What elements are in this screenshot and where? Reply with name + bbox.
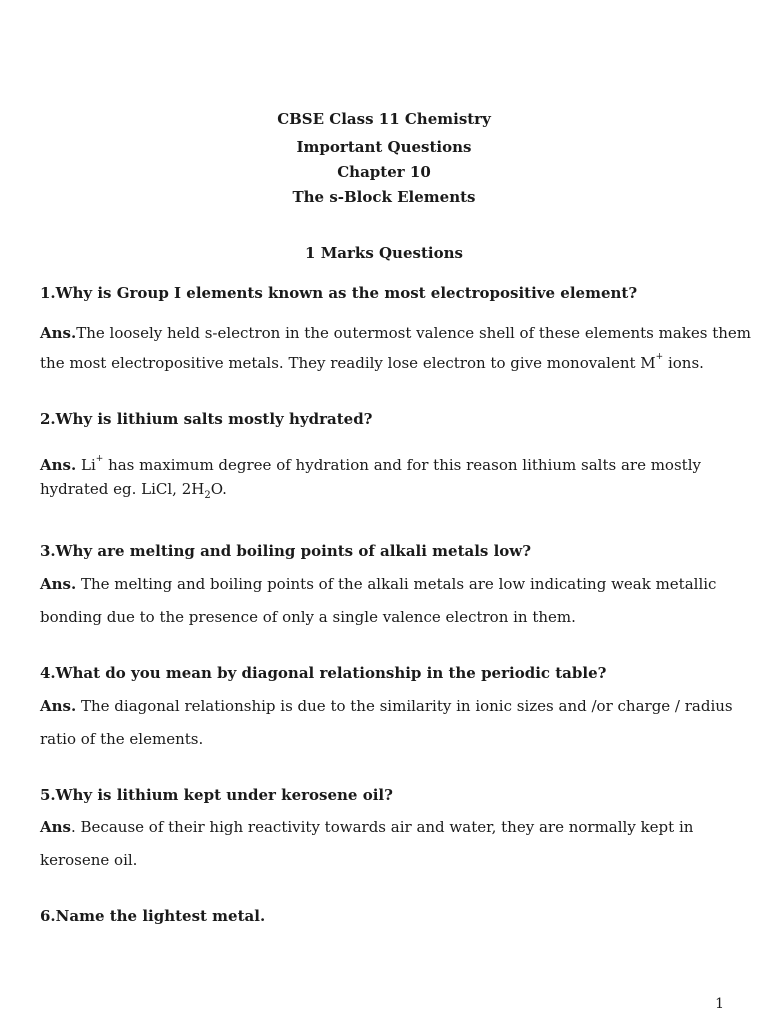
- answer-label: Ans.: [40, 456, 77, 474]
- answer-text: hydrated eg. LiCl, 2H: [40, 480, 205, 498]
- answer-5-line-2: kerosene oil.: [40, 851, 138, 869]
- question-3: 3.Why are melting and boiling points of alkali metals low?: [40, 542, 531, 560]
- answer-text: The melting and boiling points of the alkali metals are low indicating weak metallic: [76, 575, 717, 593]
- answer-3-line-2: bonding due to the presence of only a single valence electron in them.: [40, 608, 576, 626]
- doc-title: CBSE Class 11 Chemistry: [277, 110, 491, 128]
- answer-text: The diagonal relationship is due to the similarity in ionic sizes and /or charge / radius: [76, 697, 733, 715]
- answer-label: Ans.: [40, 324, 77, 342]
- answer-text: Li: [76, 456, 96, 474]
- answer-text: has maximum degree of hydration and for this reason lithium salts are mostly: [103, 456, 701, 474]
- answer-text: . Because of their high reactivity towards air and water, they are normally kept in: [71, 818, 694, 836]
- section-title: 1 Marks Questions: [305, 244, 463, 262]
- answer-label: Ans: [40, 818, 71, 836]
- subscript: 2: [204, 490, 211, 501]
- answer-4-line-1: [40, 697, 733, 715]
- page-number: 1: [715, 996, 724, 1012]
- question-6: 6.Name the lightest metal.: [40, 907, 266, 925]
- answer-label: Ans.: [40, 697, 77, 715]
- answer-3-line-1: [40, 575, 716, 593]
- answer-text: O.: [210, 480, 227, 498]
- answer-1-line-1: [40, 324, 751, 342]
- chapter-title: The s-Block Elements: [292, 188, 476, 206]
- answer-5-line-1: [40, 818, 693, 836]
- superscript: +: [95, 454, 104, 464]
- answer-label: Ans.: [40, 575, 77, 593]
- question-2: 2.Why is lithium salts mostly hydrated?: [40, 410, 373, 428]
- answer-text: ions.: [663, 354, 704, 372]
- chapter-number: Chapter 10: [337, 163, 431, 181]
- answer-4-line-2: ratio of the elements.: [40, 730, 204, 748]
- question-1: 1.Why is Group I elements known as the most electropositive element?: [40, 284, 638, 302]
- question-5: 5.Why is lithium kept under kerosene oil?: [40, 786, 393, 804]
- superscript: +: [655, 352, 664, 362]
- doc-subtitle: Important Questions: [296, 138, 472, 156]
- answer-2-line-2: [40, 480, 227, 501]
- answer-text: the most electropositive metals. They readily lose electron to give monovalent M: [40, 354, 656, 372]
- answer-2-line-1: [40, 456, 701, 474]
- answer-1-line-2: [40, 354, 704, 372]
- answer-text: The loosely held s-electron in the outermost valence shell of these elements makes them: [76, 324, 752, 342]
- question-4: 4.What do you mean by diagonal relationship in the periodic table?: [40, 664, 607, 682]
